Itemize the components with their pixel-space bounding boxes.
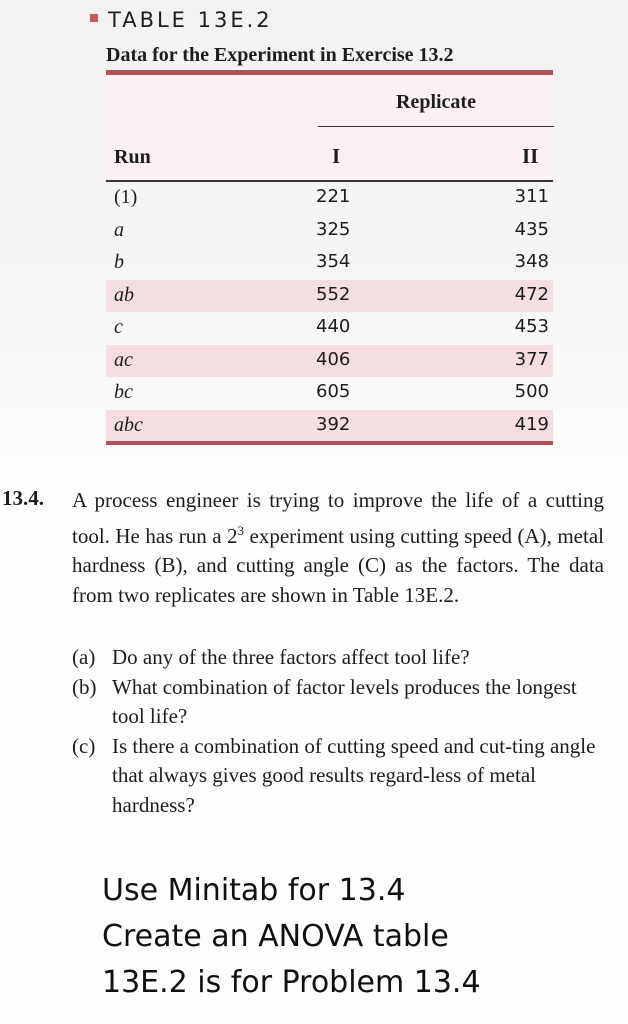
table-row	[106, 410, 553, 443]
table-row	[106, 377, 553, 410]
table-bottom-rule	[106, 441, 553, 445]
run-cell: bc	[114, 381, 133, 403]
table-row	[106, 215, 553, 248]
table-caption: Data for the Experiment in Exercise 13.2	[106, 44, 454, 66]
run-cell: b	[114, 251, 124, 273]
replicate-i-cell: 406	[316, 348, 351, 370]
note-line: Use Minitab for 13.4	[102, 873, 406, 908]
note-line: Create an ANOVA table	[102, 919, 449, 954]
problem-part-a	[72, 643, 604, 673]
run-cell: a	[114, 218, 124, 241]
table-row	[106, 280, 553, 313]
replicate-ii-cell: 435	[514, 218, 549, 240]
table-row	[106, 345, 553, 378]
problem-number: 13.4.	[2, 486, 44, 510]
table-row	[106, 247, 553, 280]
table-heading	[90, 8, 273, 32]
replicate-ii-cell: 472	[514, 283, 549, 305]
part-text: What combination of factor levels produces the longest tool life?	[112, 674, 577, 728]
table-row	[106, 312, 553, 345]
part-label: (b)	[72, 674, 97, 699]
replicate-ii-cell: 377	[514, 348, 549, 370]
instructor-notes	[102, 868, 481, 1006]
column-header-i: I	[332, 144, 341, 168]
problem-parts	[72, 643, 604, 820]
part-label: (a)	[72, 645, 96, 669]
replicate-rule	[318, 126, 554, 127]
run-cell: ab	[114, 283, 134, 306]
problem-text-end: experiment using cutting speed (A), metal hardness (B), and cutting angle (C) as the factors. The data from two replicates are shown in Table 13E.2.	[72, 523, 604, 607]
replicate-i-cell: 354	[316, 251, 351, 272]
replicate-i-cell: 325	[316, 218, 351, 240]
column-header-run: Run	[114, 146, 151, 168]
part-text: Do any of the three factors affect tool life?	[112, 645, 470, 669]
replicate-i-cell: 221	[316, 186, 351, 207]
replicate-i-cell: 552	[316, 283, 351, 305]
part-text: Is there a combination of cutting speed and cut-ting angle that always gives good results regard-less of metal hardness?	[112, 733, 596, 817]
problem-part-c	[72, 732, 604, 821]
replicate-i-cell: 440	[316, 316, 351, 337]
run-cell: ac	[114, 348, 133, 371]
problem-text-start: A process engineer is trying to improve the life of a cutting tool. He has run a 2	[72, 488, 604, 548]
part-label: (c)	[72, 733, 96, 758]
replicate-ii-cell: 348	[514, 251, 549, 272]
note-line: 13E.2 is for Problem 13.4	[102, 965, 481, 1000]
problem-exponent: 3	[237, 522, 245, 538]
run-cell: (1)	[114, 186, 138, 208]
replicate-i-cell: 605	[316, 381, 351, 402]
problem-part-b	[72, 673, 604, 732]
run-cell: c	[114, 316, 123, 338]
replicate-ii-cell: 311	[514, 186, 549, 207]
replicate-header: Replicate	[396, 91, 476, 113]
run-cell: abc	[114, 413, 143, 436]
replicate-ii-cell: 453	[514, 316, 549, 337]
replicate-ii-cell: 500	[514, 381, 549, 402]
column-header-ii: II	[522, 144, 539, 168]
square-bullet-icon	[90, 14, 98, 22]
table-row	[106, 182, 553, 215]
table-heading-text: TABLE 13E.2	[108, 8, 273, 32]
problem-statement	[72, 486, 604, 610]
replicate-ii-cell: 419	[514, 413, 549, 435]
replicate-i-cell: 392	[316, 413, 351, 435]
